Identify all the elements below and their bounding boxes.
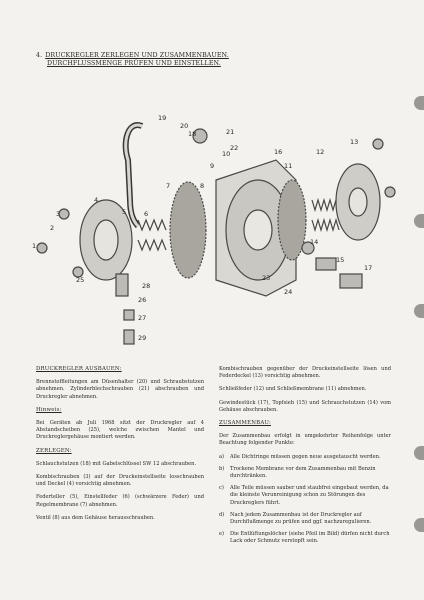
screw-nipple-shape: [316, 258, 336, 270]
part-label-5: 5: [122, 208, 127, 216]
screw-shape: [59, 209, 69, 219]
part-label-17: 17: [364, 264, 373, 272]
part-label-6: 6: [144, 210, 149, 218]
membrane-left-shape: [170, 182, 206, 278]
list-item: [219, 454, 391, 461]
spring-cover-inner-shape: [349, 188, 367, 216]
screw-shape: [385, 187, 395, 197]
paragraph: Schlauchstutzen (18) mit Gabelschlüssel SW 12 abschrauben.: [36, 460, 197, 467]
list-key: d): [219, 511, 225, 518]
right-column: [219, 366, 391, 551]
part-label-22: 22: [230, 144, 239, 152]
part-label-14: 14: [310, 238, 319, 246]
binder-ring-hole: [414, 214, 424, 228]
part-label-25: 25: [76, 276, 85, 284]
part-label-21: 21: [226, 128, 235, 136]
binder-ring-hole: [414, 304, 424, 318]
list-item: [219, 466, 391, 480]
part-label-7: 7: [166, 182, 171, 190]
section-title-disassembly: ZERLEGEN:: [36, 447, 72, 454]
part-label-26: 26: [138, 296, 147, 304]
list-key: b): [219, 465, 225, 472]
list-text: Alle Teile müssen sauber und staubfrei eingebaut werden, da die kleinste Verunreinigung schon zu Störungen des Druckreglers führt.: [230, 485, 389, 506]
part-label-20: 20: [180, 122, 189, 130]
part-label-8: 8: [200, 182, 205, 190]
part-label-4: 4: [94, 196, 99, 204]
part-label-2: 2: [50, 224, 55, 232]
heading-line-1: DRUCKREGLER ZERLEGEN UND ZUSAMMENBAUEN.: [45, 52, 229, 59]
list-text: Die Entlüftungslöcher (siehe Pfeil im Bild) dürfen nicht durch Lack oder Schmutz verstopft sein.: [230, 531, 390, 545]
cover-inner-shape: [94, 220, 118, 260]
list-text: Nach jedem Zusammenbau ist der Druckregler auf Durchflußmenge zu prüfen und ggf. nachzuregulieren.: [230, 511, 372, 526]
exploded-view-diagram: [20, 70, 400, 360]
heading-line-2: DURCHFLUSSMENGE PRÜFEN UND EINSTELLEN.: [47, 60, 221, 67]
list-key: e): [219, 531, 225, 538]
list-item: [219, 531, 391, 545]
seal-ring-shape: [124, 310, 134, 320]
list-key: a): [219, 453, 225, 460]
spring-left-shape: [138, 220, 166, 250]
binder-ring-hole: [414, 518, 424, 532]
left-column: [36, 366, 204, 528]
paragraph: Gewindestück (17), Topfsieb (15) und Schrauchstutzen (14) vom Gehäuse abschrauben.: [219, 399, 391, 413]
part-label-23: 23: [262, 274, 271, 282]
screw-shape: [373, 139, 383, 149]
assembly-list: [219, 454, 391, 546]
part-label-16: 16: [274, 148, 283, 156]
part-label-9: 9: [210, 162, 215, 170]
filter-shape: [124, 330, 134, 344]
paragraph: Schließfeder (12) und Schließmembrane (11) abnehmen.: [219, 386, 367, 393]
screw-shape: [37, 243, 47, 253]
paragraph: Kombischrauben (3) auf der Druckeinstellseite losschrauben und Deckel (4) vorsichtig abnehmen.: [36, 474, 204, 488]
part-label-15: 15: [336, 256, 345, 264]
part-label-11: 11: [284, 162, 293, 170]
part-label-18: 18: [188, 130, 197, 138]
list-text: Alle Dichtringe müssen gegen neue ausgetauscht werden.: [230, 453, 381, 460]
fitting-shape: [116, 274, 128, 296]
part-label-19: 19: [158, 114, 167, 122]
section-title-note: Hinweis:: [36, 406, 62, 413]
section-title-removal: DRUCKREGLER AUSBAUEN:: [36, 366, 122, 372]
paragraph: Brennstoffleitungen am Düsenhalter (20) und Schraubstutzen abnehmen. Zylinderblechschrauben (21) abschrauben und Druckregler abnehmen.: [36, 379, 204, 400]
spring-right-shape: [312, 200, 339, 230]
part-label-29: 29: [138, 334, 147, 342]
section-heading: [36, 52, 376, 68]
binder-ring-hole: [414, 446, 424, 460]
part-label-13: 13: [350, 138, 359, 146]
part-label-3: 3: [56, 210, 61, 218]
paragraph: Kombischrauben gegenüber der Druckeinstellseite lösen und Federdeckel (13) vorsichtig abnehmen.: [219, 366, 391, 380]
paragraph: Federteller (5), Einstellfeder (6) (schwärzere Feder) und Regelmembrane (7) abnehmen.: [36, 494, 204, 508]
list-item: [219, 485, 391, 507]
list-item: [219, 512, 391, 526]
section-title-assembly: ZUSAMMENBAU:: [219, 420, 271, 427]
heading-number: 4.: [36, 52, 43, 59]
part-label-1: 1: [32, 242, 37, 250]
part-label-28: 28: [142, 282, 151, 290]
housing-bore-shape: [244, 210, 272, 250]
list-text: Trockene Membrane vor dem Zusammenbau mit Benzin durchtränken.: [230, 465, 376, 480]
threaded-piece-shape: [340, 274, 362, 288]
paragraph: Bei Geräten ab Juli 1968 sitzt der Druckregler auf 4 Abstandscheiben (25), welche zwischen Mantel und Druckreglergehäuse montiert werden.: [36, 420, 204, 441]
paragraph: Ventil (8) aus dem Gehäuse herausschrauben.: [36, 514, 155, 521]
part-label-12: 12: [316, 148, 325, 156]
paragraph: Der Zusammenbau erfolgt in umgekehrter Reihenfolge unter Beachtung folgender Punkte:: [219, 433, 391, 447]
part-label-10: 10: [222, 150, 231, 158]
part-label-27: 27: [138, 314, 147, 322]
part-label-24: 24: [284, 288, 293, 296]
list-key: c): [219, 485, 224, 492]
binder-ring-hole: [414, 96, 424, 110]
